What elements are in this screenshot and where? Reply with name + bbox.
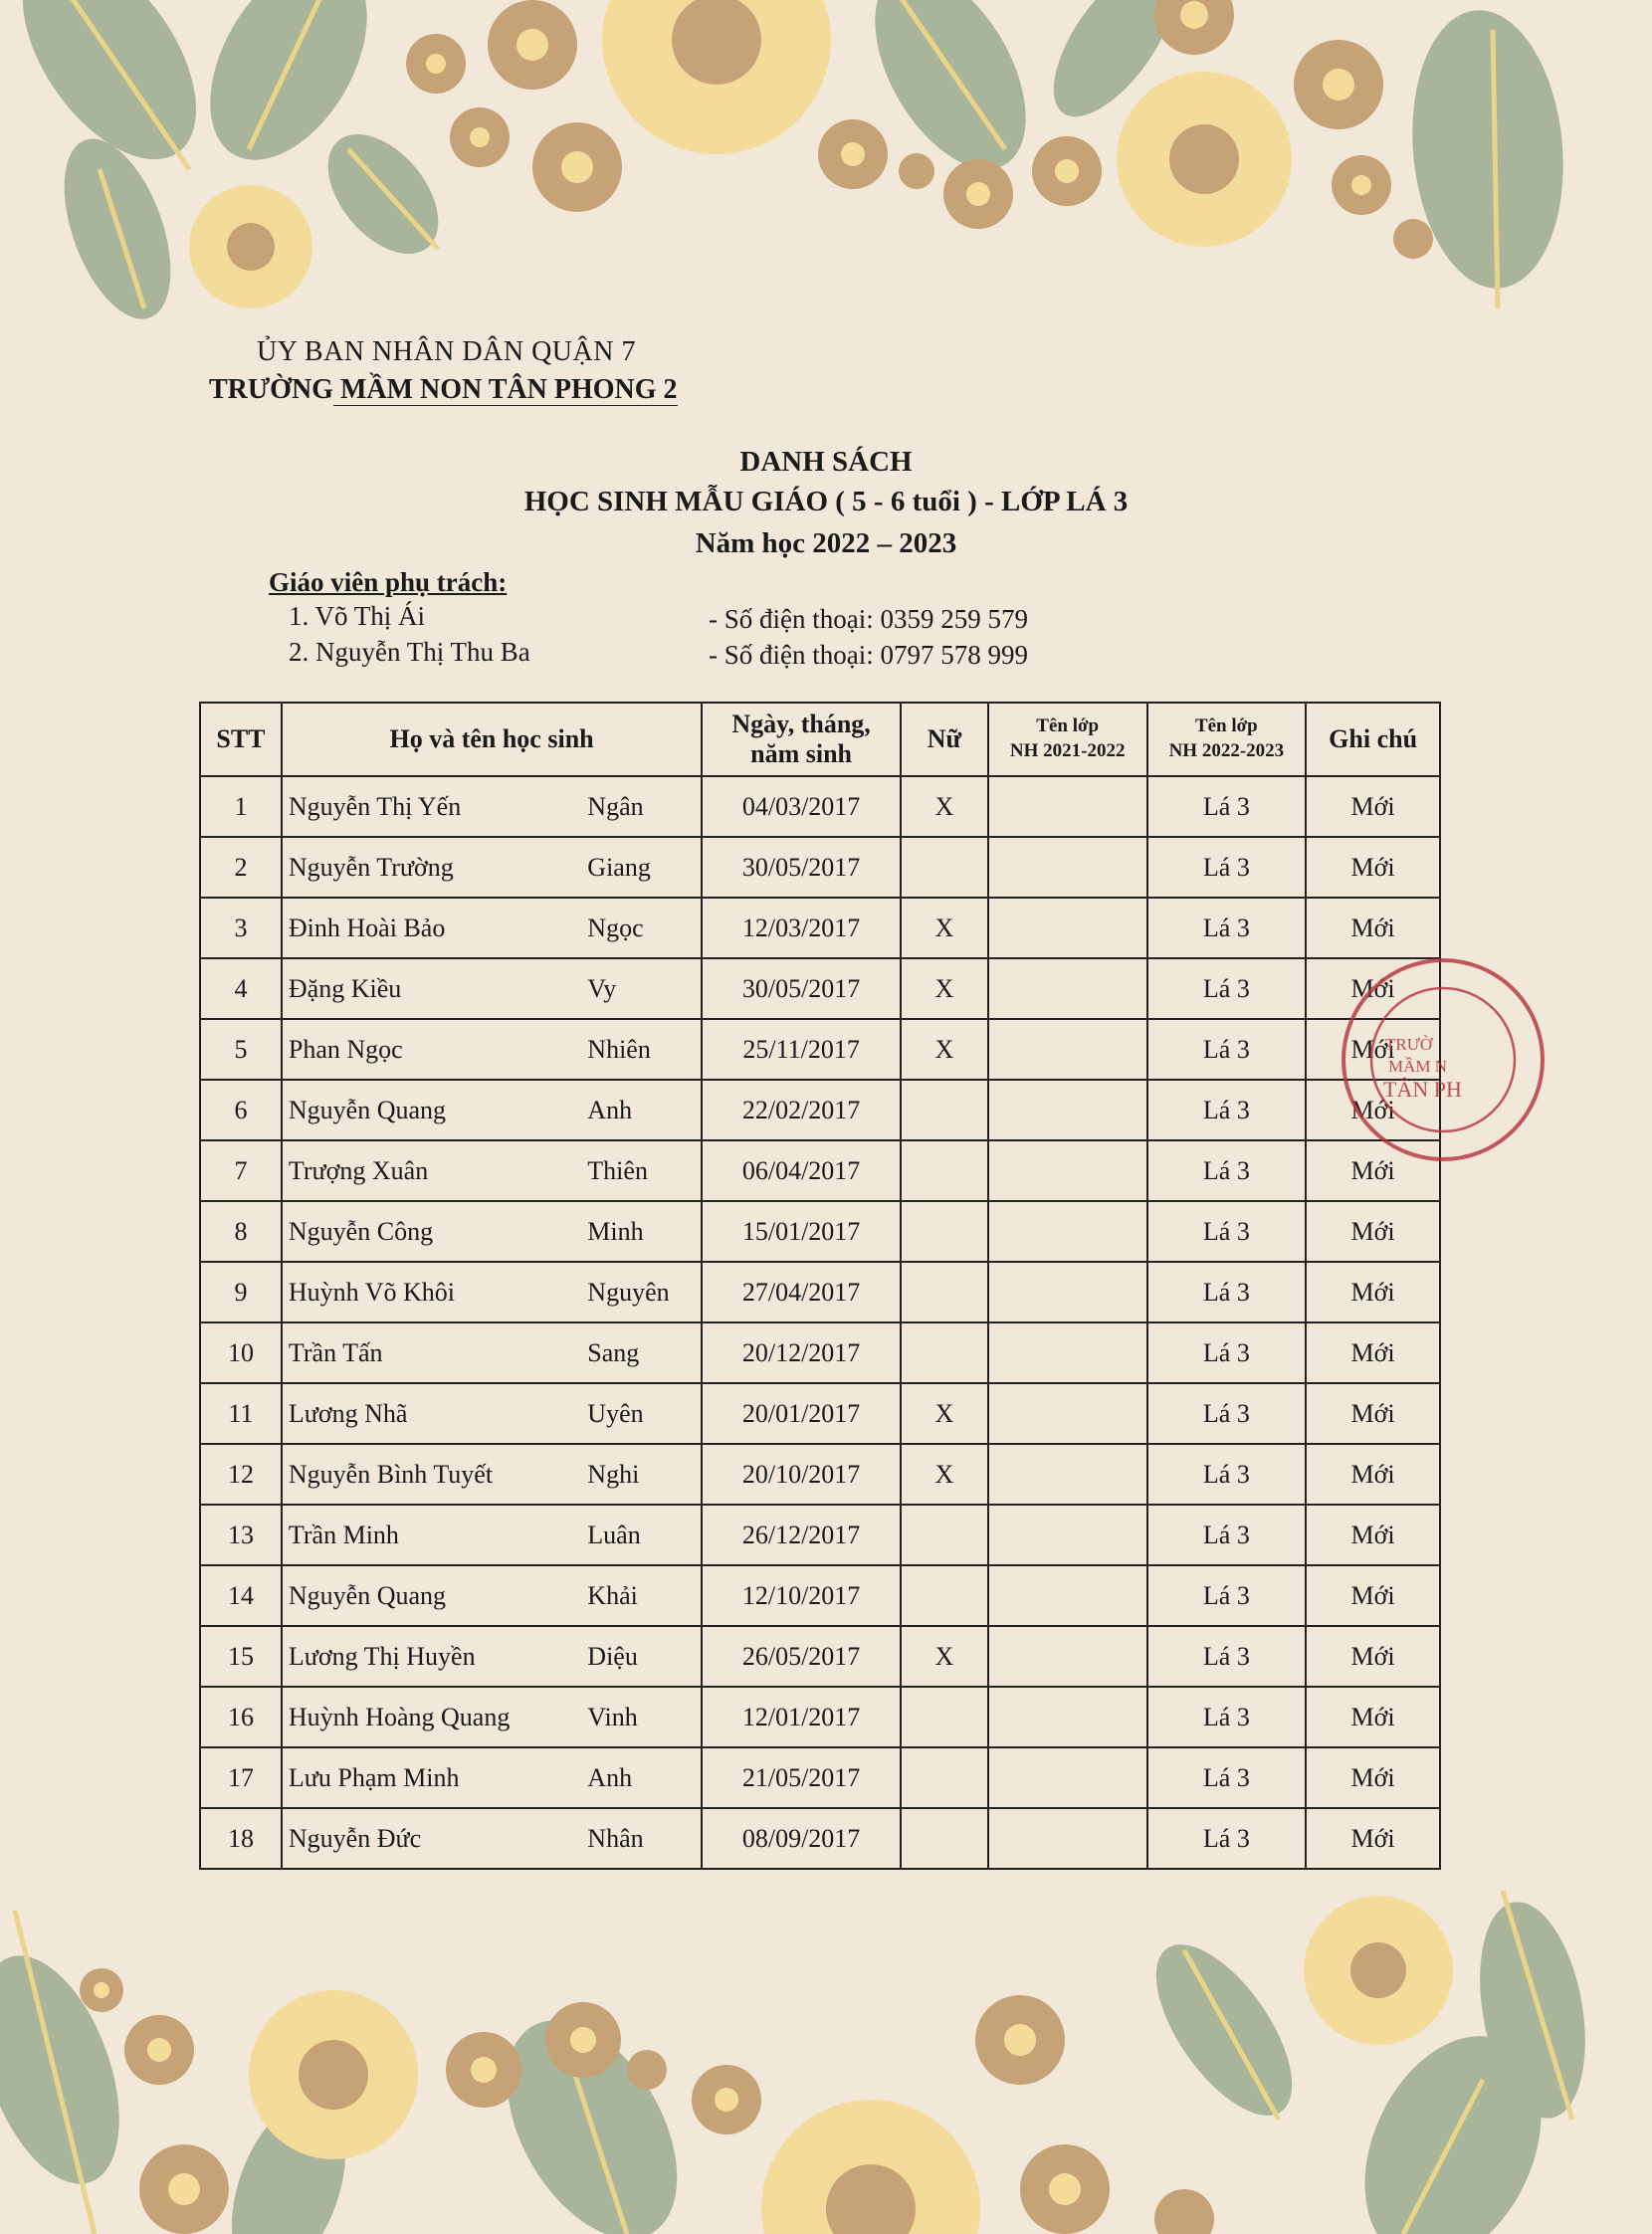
- cell-dob: 22/02/2017: [702, 1080, 901, 1140]
- cell-class-prev: [988, 1322, 1147, 1383]
- cell-stt: 4: [200, 958, 282, 1019]
- student-table: [199, 702, 1441, 1870]
- cell-surname: Nguyễn Bình Tuyết: [282, 1444, 587, 1505]
- cell-note: Mới: [1306, 1262, 1440, 1322]
- table-row: [200, 1444, 1440, 1505]
- cell-note: Mới: [1306, 1080, 1440, 1140]
- svg-text:MẦM N: MẦM N: [1388, 1057, 1448, 1076]
- cell-note: Mới: [1306, 958, 1440, 1019]
- cell-class-cur: Lá 3: [1147, 1565, 1307, 1626]
- table-row: [200, 1201, 1440, 1262]
- cell-female: X: [901, 958, 988, 1019]
- cell-class-cur: Lá 3: [1147, 1687, 1307, 1747]
- cell-surname: Lương Nhã: [282, 1383, 587, 1444]
- school-stamp: [1334, 955, 1462, 1164]
- cell-surname: Đinh Hoài Bảo: [282, 898, 587, 958]
- cell-female: [901, 837, 988, 898]
- cell-surname: Phan Ngọc: [282, 1019, 587, 1080]
- cell-female: [901, 1201, 988, 1262]
- cell-given-name: Thiên: [587, 1140, 702, 1201]
- cell-dob: 21/05/2017: [702, 1747, 901, 1808]
- cell-dob: 30/05/2017: [702, 837, 901, 898]
- table-row: [200, 1019, 1440, 1080]
- cell-dob: 08/09/2017: [702, 1808, 901, 1869]
- cell-surname: Huỳnh Võ Khôi: [282, 1262, 587, 1322]
- cell-class-prev: [988, 837, 1147, 898]
- floral-top-decoration: [0, 0, 1579, 328]
- cell-note: Mới: [1306, 898, 1440, 958]
- cell-given-name: Nhân: [587, 1808, 702, 1869]
- cell-dob: 12/01/2017: [702, 1687, 901, 1747]
- cell-surname: Nguyễn Quang: [282, 1080, 587, 1140]
- col-header-name: Họ và tên học sinh: [282, 703, 702, 776]
- cell-dob: 30/05/2017: [702, 958, 901, 1019]
- table-row: [200, 1687, 1440, 1747]
- cell-dob: 12/10/2017: [702, 1565, 901, 1626]
- cell-class-cur: Lá 3: [1147, 776, 1307, 837]
- cell-female: [901, 1322, 988, 1383]
- school-year: Năm học 2022 – 2023: [695, 527, 957, 559]
- teachers-heading: Giáo viên phụ trách:: [269, 567, 508, 597]
- cell-surname: Nguyễn Thị Yến: [282, 776, 587, 837]
- cell-stt: 7: [200, 1140, 282, 1201]
- cell-class-cur: Lá 3: [1147, 1383, 1307, 1444]
- col-header-dob-line1: Ngày, tháng,: [731, 710, 871, 739]
- cell-class-cur: Lá 3: [1147, 1262, 1307, 1322]
- cell-note: Mới: [1306, 1444, 1440, 1505]
- cell-stt: 2: [200, 837, 282, 898]
- cell-dob: 26/12/2017: [702, 1505, 901, 1565]
- cell-dob: 25/11/2017: [702, 1019, 901, 1080]
- teacher-phone: - Số điện thoại: 0359 259 579: [709, 604, 1028, 634]
- cell-note: Mới: [1306, 1383, 1440, 1444]
- cell-female: [901, 1505, 988, 1565]
- cell-surname: Nguyễn Đức: [282, 1808, 587, 1869]
- cell-class-prev: [988, 1262, 1147, 1322]
- org-line-district: ỦY BAN NHÂN DÂN QUẬN 7: [257, 336, 636, 367]
- cell-female: [901, 1140, 988, 1201]
- svg-text:TÂN PH: TÂN PH: [1383, 1077, 1462, 1102]
- cell-surname: Trần Minh: [282, 1505, 587, 1565]
- cell-stt: 12: [200, 1444, 282, 1505]
- cell-note: Mới: [1306, 1201, 1440, 1262]
- cell-female: X: [901, 1626, 988, 1687]
- col-header-class-cur-line1: Tên lớp: [1194, 715, 1258, 737]
- cell-dob: 27/04/2017: [702, 1262, 901, 1322]
- cell-class-prev: [988, 1140, 1147, 1201]
- org-school-prefix: TRƯỜNG: [209, 374, 333, 405]
- cell-dob: 20/12/2017: [702, 1322, 901, 1383]
- cell-dob: 06/04/2017: [702, 1140, 901, 1201]
- cell-stt: 11: [200, 1383, 282, 1444]
- cell-female: [901, 1080, 988, 1140]
- col-header-class-cur: [1147, 703, 1307, 776]
- table-row: [200, 1322, 1440, 1383]
- cell-given-name: Vy: [587, 958, 702, 1019]
- cell-dob: 12/03/2017: [702, 898, 901, 958]
- cell-note: Mới: [1306, 1565, 1440, 1626]
- cell-class-cur: Lá 3: [1147, 1019, 1307, 1080]
- table-row: [200, 1080, 1440, 1140]
- table-row: [200, 1808, 1440, 1869]
- cell-stt: 8: [200, 1201, 282, 1262]
- cell-stt: 17: [200, 1747, 282, 1808]
- cell-female: [901, 1747, 988, 1808]
- cell-class-prev: [988, 958, 1147, 1019]
- cell-given-name: Giang: [587, 837, 702, 898]
- cell-female: [901, 1808, 988, 1869]
- cell-dob: 20/10/2017: [702, 1444, 901, 1505]
- floral-bottom-decoration: [0, 1891, 1579, 2234]
- col-header-class-prev-line1: Tên lớp: [1036, 715, 1100, 737]
- cell-note: Mới: [1306, 1505, 1440, 1565]
- cell-given-name: Minh: [587, 1201, 702, 1262]
- table-row: [200, 1383, 1440, 1444]
- cell-dob: 15/01/2017: [702, 1201, 901, 1262]
- cell-surname: Nguyễn Công: [282, 1201, 587, 1262]
- table-row: [200, 837, 1440, 898]
- col-header-class-cur-line2: NH 2022-2023: [1168, 740, 1285, 761]
- cell-given-name: Khải: [587, 1565, 702, 1626]
- cell-note: Mới: [1306, 1808, 1440, 1869]
- cell-note: Mới: [1306, 1687, 1440, 1747]
- cell-given-name: Uyên: [587, 1383, 702, 1444]
- teacher-phone: - Số điện thoại: 0797 578 999: [709, 640, 1028, 670]
- cell-stt: 3: [200, 898, 282, 958]
- cell-class-prev: [988, 1747, 1147, 1808]
- cell-class-prev: [988, 1626, 1147, 1687]
- col-header-stt: STT: [200, 703, 282, 776]
- cell-class-cur: Lá 3: [1147, 1322, 1307, 1383]
- cell-class-cur: Lá 3: [1147, 1626, 1307, 1687]
- cell-female: X: [901, 1383, 988, 1444]
- cell-given-name: Vinh: [587, 1687, 702, 1747]
- doc-title: DANH SÁCH: [739, 446, 913, 478]
- cell-surname: Lưu Phạm Minh: [282, 1747, 587, 1808]
- cell-surname: Nguyễn Trường: [282, 837, 587, 898]
- cell-note: Mới: [1306, 1019, 1440, 1080]
- cell-stt: 5: [200, 1019, 282, 1080]
- cell-given-name: Nghi: [587, 1444, 702, 1505]
- cell-note: Mới: [1306, 1140, 1440, 1201]
- cell-class-cur: Lá 3: [1147, 1505, 1307, 1565]
- cell-female: X: [901, 776, 988, 837]
- cell-class-prev: [988, 1383, 1147, 1444]
- cell-female: [901, 1687, 988, 1747]
- table-row: [200, 1565, 1440, 1626]
- table-row: [200, 1140, 1440, 1201]
- cell-given-name: Sang: [587, 1322, 702, 1383]
- org-school-name: MẦM NON TÂN PHONG 2: [332, 374, 678, 405]
- cell-given-name: Diệu: [587, 1626, 702, 1687]
- cell-class-prev: [988, 1505, 1147, 1565]
- cell-class-cur: Lá 3: [1147, 1444, 1307, 1505]
- cell-class-cur: Lá 3: [1147, 1747, 1307, 1808]
- cell-given-name: Luân: [587, 1505, 702, 1565]
- cell-stt: 15: [200, 1626, 282, 1687]
- svg-text:TRƯỜ: TRƯỜ: [1385, 1035, 1433, 1054]
- cell-class-cur: Lá 3: [1147, 898, 1307, 958]
- cell-stt: 9: [200, 1262, 282, 1322]
- cell-given-name: Ngọc: [587, 898, 702, 958]
- cell-class-cur: Lá 3: [1147, 1140, 1307, 1201]
- cell-female: X: [901, 1444, 988, 1505]
- cell-female: X: [901, 1019, 988, 1080]
- cell-stt: 14: [200, 1565, 282, 1626]
- cell-surname: Lương Thị Huyền: [282, 1626, 587, 1687]
- table-row: [200, 1505, 1440, 1565]
- cell-class-prev: [988, 776, 1147, 837]
- table-row: [200, 776, 1440, 837]
- cell-surname: Trần Tấn: [282, 1322, 587, 1383]
- cell-surname: Huỳnh Hoàng Quang: [282, 1687, 587, 1747]
- org-line-school: [209, 374, 678, 406]
- col-header-dob-line2: năm sinh: [750, 739, 853, 768]
- cell-given-name: Anh: [587, 1080, 702, 1140]
- col-header-class-prev-line2: NH 2021-2022: [1009, 740, 1126, 761]
- doc-subtitle: HỌC SINH MẪU GIÁO ( 5 - 6 tuổi ) - LỚP LÁ 3: [523, 486, 1129, 517]
- cell-class-prev: [988, 1080, 1147, 1140]
- cell-stt: 1: [200, 776, 282, 837]
- cell-stt: 16: [200, 1687, 282, 1747]
- cell-female: X: [901, 898, 988, 958]
- cell-class-prev: [988, 1808, 1147, 1869]
- cell-class-prev: [988, 1201, 1147, 1262]
- cell-note: Mới: [1306, 837, 1440, 898]
- cell-note: Mới: [1306, 1626, 1440, 1687]
- table-header-row: [200, 703, 1440, 776]
- cell-surname: Nguyễn Quang: [282, 1565, 587, 1626]
- col-header-dob: [702, 703, 901, 776]
- cell-dob: 26/05/2017: [702, 1626, 901, 1687]
- cell-class-cur: Lá 3: [1147, 1808, 1307, 1869]
- col-header-class-prev: [988, 703, 1147, 776]
- teacher-name: 2. Nguyễn Thị Thu Ba: [289, 637, 530, 667]
- table-row: [200, 958, 1440, 1019]
- cell-class-prev: [988, 1565, 1147, 1626]
- cell-note: Mới: [1306, 1322, 1440, 1383]
- cell-class-cur: Lá 3: [1147, 1080, 1307, 1140]
- cell-note: Mới: [1306, 1747, 1440, 1808]
- table-row: [200, 1747, 1440, 1808]
- cell-class-cur: Lá 3: [1147, 1201, 1307, 1262]
- cell-note: Mới: [1306, 776, 1440, 837]
- teacher-name: 1. Võ Thị Ái: [289, 601, 426, 631]
- cell-given-name: Nguyên: [587, 1262, 702, 1322]
- cell-class-cur: Lá 3: [1147, 958, 1307, 1019]
- cell-female: [901, 1565, 988, 1626]
- col-header-note: Ghi chú: [1306, 703, 1440, 776]
- table-row: [200, 898, 1440, 958]
- table-row: [200, 1262, 1440, 1322]
- cell-dob: 20/01/2017: [702, 1383, 901, 1444]
- cell-surname: Đặng Kiều: [282, 958, 587, 1019]
- cell-dob: 04/03/2017: [702, 776, 901, 837]
- cell-female: [901, 1262, 988, 1322]
- cell-given-name: Ngân: [587, 776, 702, 837]
- cell-given-name: Nhiên: [587, 1019, 702, 1080]
- cell-class-prev: [988, 1687, 1147, 1747]
- cell-stt: 6: [200, 1080, 282, 1140]
- cell-class-prev: [988, 1019, 1147, 1080]
- table-row: [200, 1626, 1440, 1687]
- cell-class-prev: [988, 898, 1147, 958]
- cell-stt: 13: [200, 1505, 282, 1565]
- cell-given-name: Anh: [587, 1747, 702, 1808]
- cell-class-cur: Lá 3: [1147, 837, 1307, 898]
- cell-surname: Trượng Xuân: [282, 1140, 587, 1201]
- cell-stt: 10: [200, 1322, 282, 1383]
- col-header-female: Nữ: [901, 703, 988, 776]
- cell-class-prev: [988, 1444, 1147, 1505]
- cell-stt: 18: [200, 1808, 282, 1869]
